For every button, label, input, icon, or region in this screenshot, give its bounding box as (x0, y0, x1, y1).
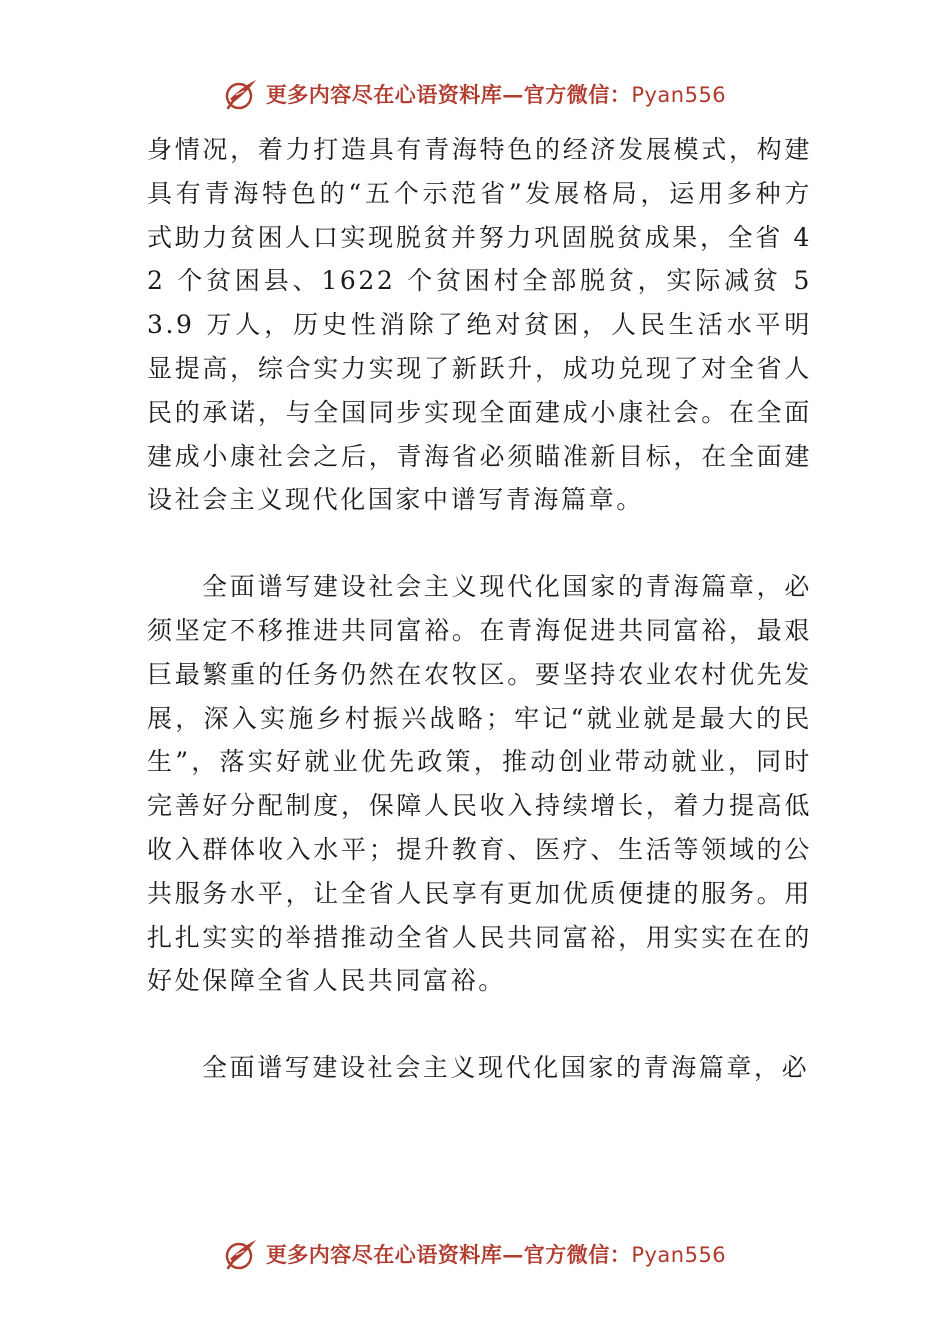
paragraph-1: 身情况，着力打造具有青海特色的经济发展模式，构建具有青海特色的“五个示范省”发展格局，运用多种方式助力贫困人口实现脱贫并努力巩固脱贫成果，全省 42 个贫困县、1622 个贫困村全部脱贫，实际减贫 53.9 万人，历史性消除了绝对贫困，人民生活水平明显提高，综合实力实现了新跃升，成功兑现了对全省人民的承诺，与全国同步实现全面建成小康社会。在全面建成小康社会之后，青海省必须瞄准新目标，在全面建设社会主义现代化国家中谱写青海篇章。 (147, 135, 812, 515)
header-watermark-banner (0, 74, 950, 114)
footer-wechat-id: Pyan556 (631, 1243, 727, 1267)
quill-logo-icon (224, 1237, 258, 1271)
header-banner-label: 更多内容尽在心语资料库—官方微信： (265, 82, 632, 107)
document-body (147, 128, 812, 1090)
paragraph-3: 全面谱写建设社会主义现代化国家的青海篇章，必 (202, 1053, 810, 1083)
header-wechat-id: Pyan556 (631, 83, 727, 107)
footer-banner-text (266, 1239, 726, 1269)
footer-banner-label: 更多内容尽在心语资料库—官方微信： (265, 1242, 632, 1267)
paragraph-2: 全面谱写建设社会主义现代化国家的青海篇章，必须坚定不移推进共同富裕。在青海促进共同富裕，最艰巨最繁重的任务仍然在农牧区。要坚持农业农村优先发展，深入实施乡村振兴战略；牢记“就业就是最大的民生”，落实好就业优先政策，推动创业带动就业，同时完善好分配制度，保障人民收入持续增长，着力提高低收入群体收入水平；提升教育、医疗、生活等领域的公共服务水平，让全省人民享有更加优质便捷的服务。用扎扎实实的举措推动全省人民共同富裕，用实实在在的好处保障全省人民共同富裕。 (147, 572, 812, 996)
quill-logo-icon (224, 77, 258, 111)
header-banner-text (266, 79, 726, 109)
footer-watermark-banner (0, 1234, 950, 1274)
